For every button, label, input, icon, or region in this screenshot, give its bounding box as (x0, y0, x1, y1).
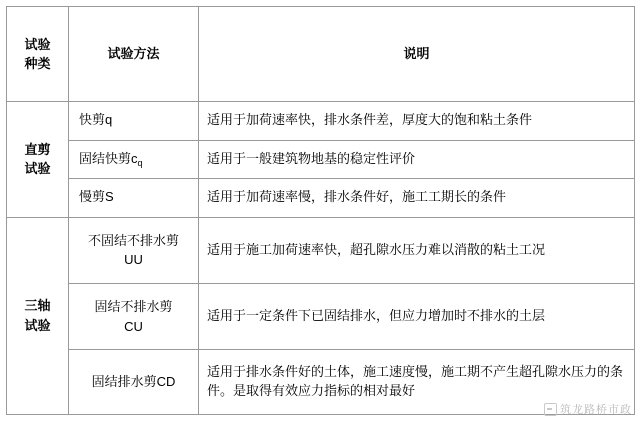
method-uu-line1: 不固结不排水剪 (87, 232, 179, 248)
method-cu (69, 283, 199, 349)
method-consolidated-quick-shear-text: 固结快剪c (79, 150, 138, 166)
method-cu-line1: 固结不排水剪 (94, 299, 173, 315)
category-triaxial-line2: 试验 (24, 317, 51, 333)
method-uu (69, 217, 199, 283)
description-consolidated-quick-shear: 适用于一般建筑物地基的稳定性评价 (199, 140, 635, 179)
description-uu: 适用于施工加荷速率快，超孔隙水压力难以消散的粘土工况 (199, 217, 635, 283)
watermark-text: 筑龙路桥市政 (560, 404, 632, 416)
method-consolidated-quick-shear (69, 140, 199, 179)
method-cu-line2: CU (124, 318, 143, 334)
table-sheet (6, 6, 634, 415)
table-header-row (7, 7, 635, 102)
soil-test-table (6, 6, 635, 415)
header-category (7, 7, 69, 102)
method-consolidated-quick-shear-subscript: q (137, 157, 143, 168)
description-quick-shear: 适用于加荷速率快，排水条件差，厚度大的饱和粘土条件 (199, 102, 635, 141)
description-cu: 适用于一定条件下已固结排水，但应力增加时不排水的土层 (199, 283, 635, 349)
table-row (7, 350, 635, 415)
category-triaxial (7, 217, 69, 414)
header-category-line1: 试验 (24, 36, 51, 52)
method-quick-shear: 快剪q (69, 102, 199, 141)
category-direct-shear (7, 102, 69, 218)
table-row (7, 217, 635, 283)
method-slow-shear: 慢剪S (69, 179, 199, 218)
header-method: 试验方法 (69, 7, 199, 102)
description-cd: 适用于排水条件好的土体，施工速度慢，施工期不产生超孔隙水压力的条件。是取得有效应力指标的相对最好 (199, 350, 635, 415)
table-row (7, 179, 635, 218)
header-description: 说明 (199, 7, 635, 102)
watermark (544, 401, 632, 417)
table-row (7, 102, 635, 141)
method-cd: 固结排水剪CD (69, 350, 199, 415)
header-category-line2: 种类 (24, 56, 51, 71)
category-direct-shear-line2: 试验 (24, 161, 51, 177)
category-triaxial-line1: 三轴 (24, 298, 51, 314)
table-row (7, 140, 635, 179)
method-uu-line2: UU (124, 252, 143, 268)
table-row (7, 283, 635, 349)
description-slow-shear: 适用于加荷速率慢，排水条件好，施工工期长的条件 (199, 179, 635, 218)
watermark-logo-icon (544, 403, 557, 416)
category-direct-shear-line1: 直剪 (24, 141, 51, 157)
